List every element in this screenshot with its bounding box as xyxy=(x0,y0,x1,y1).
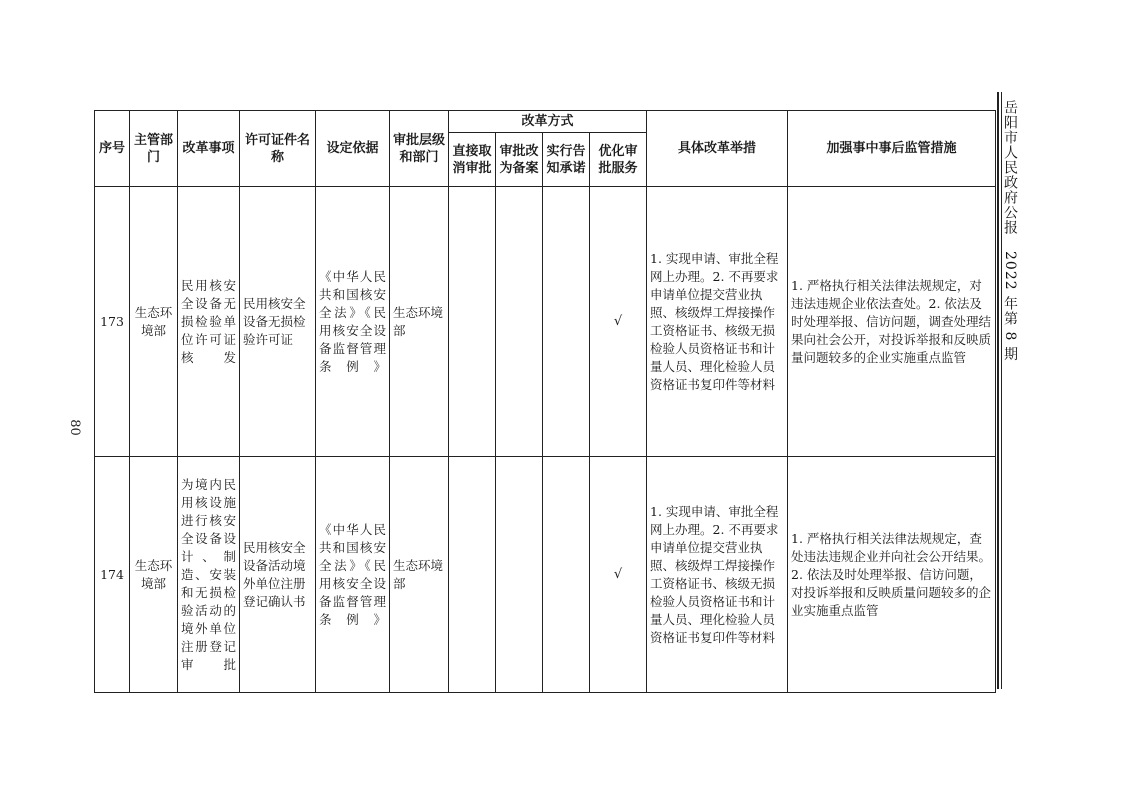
header-mode-cancel: 直接取消审批 xyxy=(449,133,496,187)
cell-item: 为境内民用核设施进行核安全设备设计、制造、安装和无损检验活动的境外单位注册登记审批 xyxy=(178,457,240,693)
header-mode-notify: 实行告知承诺 xyxy=(543,133,590,187)
cell-notify xyxy=(543,457,590,693)
header-rule-thin xyxy=(1001,92,1002,689)
cell-optimize: √ xyxy=(590,187,647,457)
running-header xyxy=(1000,100,1020,362)
cell-level: 生态环境部 xyxy=(390,457,449,693)
header-dept: 主管部门 xyxy=(130,111,178,187)
table-row xyxy=(95,457,996,693)
cell-notify xyxy=(543,187,590,457)
cell-basis: 《中华人民共和国核安全法》《民用核安全设备监督管理条例》 xyxy=(316,457,390,693)
header-level: 审批层级和部门 xyxy=(390,111,449,187)
reform-table xyxy=(94,110,996,693)
header-item: 改革事项 xyxy=(178,111,240,187)
header-seq: 序号 xyxy=(95,111,130,187)
publication-title: 岳阳市人民政府公报 xyxy=(1002,100,1018,235)
header-mode-group: 改革方式 xyxy=(449,111,647,133)
header-mode-record: 审批改为备案 xyxy=(496,133,543,187)
cell-supervision: 1. 严格执行相关法律法规规定，查处违法违规企业并向社会公开结果。2. 依法及时处理举报、信访问题，对投诉举报和反映质量问题较多的企业实施重点监管 xyxy=(788,457,996,693)
cell-basis: 《中华人民共和国核安全法》《民用核安全设备监督管理条例》 xyxy=(316,187,390,457)
issue-label: 2022 年第 8 期 xyxy=(1002,251,1018,362)
cell-record xyxy=(496,457,543,693)
header-mode-optimize: 优化审批服务 xyxy=(590,133,647,187)
header-license: 许可证件名称 xyxy=(240,111,316,187)
page-number: 80 xyxy=(66,419,82,436)
cell-dept: 生态环境部 xyxy=(130,457,178,693)
cell-license: 民用核安全设备无损检验许可证 xyxy=(240,187,316,457)
cell-optimize: √ xyxy=(590,457,647,693)
cell-item: 民用核安全设备无损检验单位许可证核发 xyxy=(178,187,240,457)
cell-dept: 生态环境部 xyxy=(130,187,178,457)
header-basis: 设定依据 xyxy=(316,111,390,187)
cell-measures: 1. 实现申请、审批全程网上办理。2. 不再要求申请单位提交营业执照、核级焊工焊接操作工资格证书、核级无损检验人员资格证书和计量人员、理化检验人员资格证书复印件等材料 xyxy=(647,187,788,457)
cell-measures: 1. 实现申请、审批全程网上办理。2. 不再要求申请单位提交营业执照、核级焊工焊接操作工资格证书、核级无损检验人员资格证书和计量人员、理化检验人员资格证书复印件等材料 xyxy=(647,457,788,693)
cell-record xyxy=(496,187,543,457)
cell-license: 民用核安全设备活动境外单位注册登记确认书 xyxy=(240,457,316,693)
header-rule xyxy=(997,92,999,689)
table-row xyxy=(95,187,996,457)
cell-supervision: 1. 严格执行相关法律法规规定，对违法违规企业依法查处。2. 依法及时处理举报、信访问题，调查处理结果向社会公开，对投诉举报和反映质量问题较多的企业实施重点监管 xyxy=(788,187,996,457)
cell-cancel xyxy=(449,187,496,457)
header-supervision: 加强事中事后监管措施 xyxy=(788,111,996,187)
header-measures: 具体改革举措 xyxy=(647,111,788,187)
cell-seq: 174 xyxy=(95,457,130,693)
cell-cancel xyxy=(449,457,496,693)
cell-seq: 173 xyxy=(95,187,130,457)
cell-level: 生态环境部 xyxy=(390,187,449,457)
